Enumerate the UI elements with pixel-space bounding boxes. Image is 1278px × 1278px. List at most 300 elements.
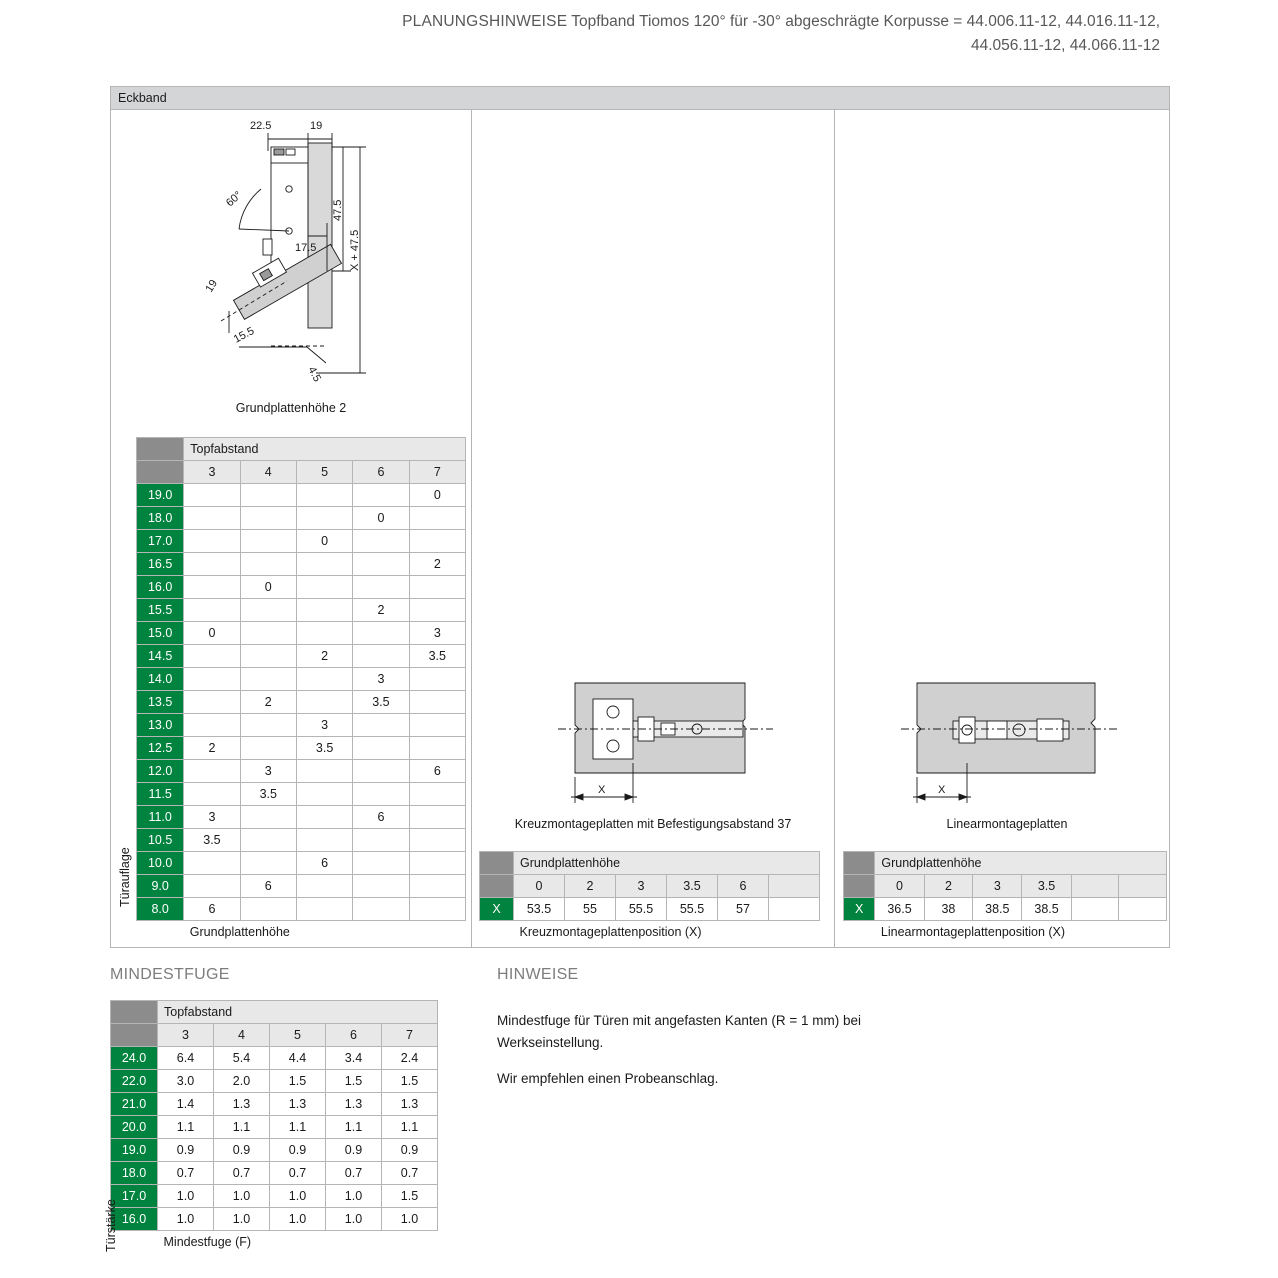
table-column-header: 3.5	[667, 875, 718, 898]
table-column-header: 5	[270, 1024, 326, 1047]
table-cell	[409, 507, 465, 530]
table-cell	[353, 760, 409, 783]
dim-22-5: 22.5	[250, 120, 272, 132]
table-cell	[409, 576, 465, 599]
table-cell	[353, 714, 409, 737]
table-column-header: 5	[296, 461, 352, 484]
table-cell	[184, 852, 240, 875]
table-cell: 1.0	[326, 1208, 382, 1231]
table-group-header: Grundplattenhöhe	[514, 852, 820, 875]
table-cell: 1.5	[382, 1185, 438, 1208]
table-cell	[240, 852, 296, 875]
cross-plate-table	[479, 851, 820, 944]
table-row-header: 19.0	[137, 484, 184, 507]
table-cell	[353, 852, 409, 875]
table-cell: 1.0	[158, 1208, 214, 1231]
table-column-header: 2	[565, 875, 616, 898]
table-row	[137, 783, 466, 806]
table-row-header: 13.0	[137, 714, 184, 737]
dim-47-5: 47.5	[332, 199, 344, 221]
table-footer-label: Mindestfuge (F)	[158, 1231, 438, 1254]
table-cell	[353, 783, 409, 806]
table-cell	[353, 875, 409, 898]
table-cell: 3	[184, 806, 240, 829]
table-cell: 1.5	[326, 1070, 382, 1093]
table-cell	[184, 875, 240, 898]
table-row	[137, 576, 466, 599]
table-cell	[409, 714, 465, 737]
table-row	[137, 714, 466, 737]
table-cell	[296, 668, 352, 691]
table-column-header-row	[480, 875, 820, 898]
table-row-header: 15.5	[137, 599, 184, 622]
table-cell	[184, 599, 240, 622]
table-cell	[296, 691, 352, 714]
linear-plate-table	[843, 851, 1167, 944]
table-column-header	[769, 875, 820, 898]
hinge-drawing	[111, 111, 471, 451]
table-cell: 3.4	[326, 1047, 382, 1070]
table-cell	[409, 530, 465, 553]
table-cell: 1.3	[326, 1093, 382, 1116]
table-cell	[296, 576, 352, 599]
table-row	[111, 1208, 438, 1231]
table-cell	[296, 829, 352, 852]
table-row-header: 13.5	[137, 691, 184, 714]
table-cell	[184, 760, 240, 783]
dim-17-5: 17.5	[295, 242, 317, 254]
hinweise-paragraph-2: Wir empfehlen einen Probeanschlag.	[497, 1070, 719, 1086]
table-row-header: 12.5	[137, 737, 184, 760]
table-row	[111, 1047, 438, 1070]
table-column-header-row	[844, 875, 1167, 898]
panel-divider-2	[834, 110, 835, 948]
table-footer-label: Kreuzmontageplattenposition (X)	[514, 921, 820, 944]
table-cell	[184, 714, 240, 737]
table-column-header: 3.5	[1022, 875, 1071, 898]
table-cell: 0.7	[326, 1162, 382, 1185]
table-footer-spacer	[137, 921, 184, 944]
table-cell: 1.5	[382, 1070, 438, 1093]
table-group-header-row	[480, 852, 820, 875]
table-row-header: 10.0	[137, 852, 184, 875]
table-corner-cell-2	[137, 461, 184, 484]
table-cell: 6	[296, 852, 352, 875]
table-cell	[296, 875, 352, 898]
linear-plate-x-dim: X	[938, 784, 946, 796]
panel-title: Eckband	[111, 87, 1169, 110]
table-cell: 2	[353, 599, 409, 622]
table-row-header: 15.0	[137, 622, 184, 645]
table-cell: 0	[184, 622, 240, 645]
table-row	[137, 599, 466, 622]
table-cell	[184, 484, 240, 507]
table-row	[137, 737, 466, 760]
table-cell	[1071, 898, 1119, 921]
table-row	[137, 668, 466, 691]
table-cell: 0	[240, 576, 296, 599]
table-cell: 1.4	[158, 1093, 214, 1116]
table-row-header: 22.0	[111, 1070, 158, 1093]
table-column-header: 6	[718, 875, 769, 898]
table-cell	[184, 530, 240, 553]
table-row	[137, 760, 466, 783]
table-column-header: 2	[924, 875, 973, 898]
table-cell	[184, 691, 240, 714]
table-cell	[409, 599, 465, 622]
table-cell: 1.0	[326, 1185, 382, 1208]
table-cell: 1.1	[382, 1116, 438, 1139]
table-cell	[240, 645, 296, 668]
table-cell	[296, 898, 352, 921]
table-cell	[409, 737, 465, 760]
table-cell: 0	[353, 507, 409, 530]
table-cell: 1.3	[382, 1093, 438, 1116]
table-row-header: 24.0	[111, 1047, 158, 1070]
table-cell: 0.7	[270, 1162, 326, 1185]
table-cell: 38.5	[973, 898, 1022, 921]
table-cell	[296, 806, 352, 829]
table-cell: 1.1	[158, 1116, 214, 1139]
tuerstaerke-axis-label: Türstärke	[104, 1199, 118, 1252]
table-column-header: 0	[875, 875, 924, 898]
dim-15-5: 15.5	[231, 324, 257, 346]
table-row-header: 11.0	[137, 806, 184, 829]
table-cell	[296, 507, 352, 530]
table-row-header: 9.0	[137, 875, 184, 898]
table-cell	[353, 737, 409, 760]
table-cell: 4.4	[270, 1047, 326, 1070]
table-cell: 3.5	[409, 645, 465, 668]
dim-x-plus-47-5: X + 47.5	[349, 229, 361, 271]
table-cell	[353, 898, 409, 921]
table-row-header: 17.0	[137, 530, 184, 553]
table-row	[111, 1139, 438, 1162]
mindestfuge-table	[110, 1000, 438, 1254]
table-cell	[296, 484, 352, 507]
drawing-caption: Grundplattenhöhe 2	[235, 401, 347, 415]
table-footer-label: Grundplattenhöhe	[184, 921, 466, 944]
table-row	[111, 1093, 438, 1116]
table-cell: 3.5	[353, 691, 409, 714]
table-row	[137, 645, 466, 668]
table-cell: 1.1	[214, 1116, 270, 1139]
mindestfuge-table-block	[104, 1000, 438, 1254]
page-title	[0, 10, 1160, 58]
table-corner-cell-2	[480, 875, 514, 898]
table-cell	[240, 622, 296, 645]
table-row-header: 12.0	[137, 760, 184, 783]
table-group-header-row	[844, 852, 1167, 875]
table-cell: 1.1	[270, 1116, 326, 1139]
table-cell: 55.5	[667, 898, 718, 921]
table-cell	[240, 829, 296, 852]
table-cell	[353, 530, 409, 553]
table-cell: 2	[184, 737, 240, 760]
table-column-header: 3	[973, 875, 1022, 898]
table-cell: 6	[240, 875, 296, 898]
table-cell	[353, 553, 409, 576]
table-cell: 0	[296, 530, 352, 553]
table-cell	[240, 553, 296, 576]
table-cell	[184, 645, 240, 668]
hinweise-paragraph-1: Mindestfuge für Türen mit angefasten Kanten (R = 1 mm) bei Werkseinstellung.	[497, 1013, 862, 1050]
table-row	[137, 691, 466, 714]
table-cell: 1.0	[270, 1208, 326, 1231]
table-cell	[409, 875, 465, 898]
table-cell: 0.7	[382, 1162, 438, 1185]
cross-plate-block	[483, 677, 823, 940]
topfabstand-table	[136, 437, 466, 944]
table-cell	[184, 553, 240, 576]
table-group-header: Grundplattenhöhe	[875, 852, 1167, 875]
table-cell	[409, 806, 465, 829]
table-cell: 1.0	[382, 1208, 438, 1231]
table-cell	[409, 898, 465, 921]
table-column-header	[1119, 875, 1167, 898]
table-cell: 3	[240, 760, 296, 783]
table-row	[111, 1070, 438, 1093]
hinweise-body	[497, 1010, 877, 1104]
table-cell: 3	[296, 714, 352, 737]
table-cell: 53.5	[514, 898, 565, 921]
table-cell	[240, 507, 296, 530]
table-row	[137, 530, 466, 553]
table-cell	[353, 484, 409, 507]
table-cell: 55.5	[616, 898, 667, 921]
table-footer-row	[111, 1231, 438, 1254]
table-column-header: 7	[382, 1024, 438, 1047]
table-cell: 1.0	[270, 1185, 326, 1208]
table-cell: 3.5	[184, 829, 240, 852]
table-row-header-x: X	[480, 898, 514, 921]
table-footer-row	[844, 921, 1167, 944]
table-cell: 1.1	[326, 1116, 382, 1139]
table-column-header: 3	[158, 1024, 214, 1047]
table-cell: 0.9	[382, 1139, 438, 1162]
table-footer-label: Linearmontageplattenposition (X)	[875, 921, 1167, 944]
table-row	[844, 898, 1167, 921]
table-cell: 2	[409, 553, 465, 576]
table-cell: 38	[924, 898, 973, 921]
table-cell	[296, 599, 352, 622]
table-cell	[240, 737, 296, 760]
table-cell	[184, 507, 240, 530]
table-column-header-row	[137, 461, 466, 484]
table-cell: 1.0	[214, 1208, 270, 1231]
table-row	[137, 875, 466, 898]
table-cell: 0.9	[326, 1139, 382, 1162]
table-row-header: 17.0	[111, 1185, 158, 1208]
dim-4-5: 4.5	[305, 364, 324, 384]
table-column-header: 0	[514, 875, 565, 898]
page-title-line2: 44.056.11-12, 44.066.11-12	[970, 37, 1160, 55]
page-title-line1	[0, 10, 1160, 34]
table-row-header: 16.0	[137, 576, 184, 599]
table-row-header: 14.5	[137, 645, 184, 668]
dim-19-top: 19	[310, 120, 323, 132]
table-footer-spacer	[844, 921, 875, 944]
table-column-header: 3	[184, 461, 240, 484]
table-group-header-row	[137, 438, 466, 461]
table-cell: 38.5	[1022, 898, 1071, 921]
table-cell: 3	[409, 622, 465, 645]
hinweise-title: HINWEISE	[497, 966, 579, 983]
table-cell: 1.3	[270, 1093, 326, 1116]
table-cell: 3.0	[158, 1070, 214, 1093]
table-row-header-x: X	[844, 898, 875, 921]
table-cell	[240, 599, 296, 622]
page-title-caps: PLANUNGSHINWEISE	[402, 13, 568, 30]
table-row	[111, 1185, 438, 1208]
table-footer-spacer	[480, 921, 514, 944]
table-column-header: 4	[214, 1024, 270, 1047]
table-column-header: 6	[326, 1024, 382, 1047]
table-row-header: 21.0	[111, 1093, 158, 1116]
table-cell	[296, 783, 352, 806]
linear-plate-table-block	[843, 851, 1167, 944]
table-cell	[240, 484, 296, 507]
table-row	[137, 484, 466, 507]
table-row-header: 10.5	[137, 829, 184, 852]
table-cell: 2.0	[214, 1070, 270, 1093]
topfabstand-table-block	[118, 437, 466, 944]
table-cell: 3.5	[240, 783, 296, 806]
table-cell	[409, 783, 465, 806]
table-group-header-row	[111, 1001, 438, 1024]
table-footer-row	[480, 921, 820, 944]
dim-60-deg: 60°	[223, 189, 245, 210]
table-column-header: 4	[240, 461, 296, 484]
table-cell: 55	[565, 898, 616, 921]
table-cell	[353, 829, 409, 852]
table-corner-cell	[111, 1001, 158, 1024]
table-cell: 0.7	[158, 1162, 214, 1185]
table-row	[137, 829, 466, 852]
table-cell	[353, 622, 409, 645]
table-column-header: 3	[616, 875, 667, 898]
panel-divider-1	[471, 110, 472, 948]
table-row-header: 8.0	[137, 898, 184, 921]
table-row-header: 16.0	[111, 1208, 158, 1231]
table-row	[111, 1116, 438, 1139]
table-cell	[409, 829, 465, 852]
table-cell	[1119, 898, 1167, 921]
table-cell	[409, 852, 465, 875]
table-cell	[240, 806, 296, 829]
table-corner-cell-2	[111, 1024, 158, 1047]
table-cell	[240, 714, 296, 737]
table-row	[137, 806, 466, 829]
cross-plate-x-dim: X	[598, 784, 606, 796]
tuerauflage-axis-label: Türauflage	[118, 847, 132, 907]
table-column-header: 7	[409, 461, 465, 484]
table-cell: 6	[409, 760, 465, 783]
table-row-header: 18.0	[111, 1162, 158, 1185]
linear-plate-drawing	[847, 677, 1167, 817]
table-row-header: 19.0	[111, 1139, 158, 1162]
table-cell: 0	[409, 484, 465, 507]
eckband-panel	[110, 86, 1170, 948]
table-corner-cell-2	[844, 875, 875, 898]
table-cell: 0.9	[158, 1139, 214, 1162]
table-cell: 2	[296, 645, 352, 668]
table-cell: 36.5	[875, 898, 924, 921]
table-cell	[353, 576, 409, 599]
mindestfuge-title: MINDESTFUGE	[110, 966, 230, 983]
table-row-header: 18.0	[137, 507, 184, 530]
table-cell: 0.7	[214, 1162, 270, 1185]
table-row-header: 14.0	[137, 668, 184, 691]
table-corner-cell	[480, 852, 514, 875]
table-corner-cell	[844, 852, 875, 875]
table-cell	[184, 668, 240, 691]
table-cell	[184, 576, 240, 599]
table-cell	[240, 898, 296, 921]
cross-plate-caption: Kreuzmontageplatten mit Befestigungsabstand 37	[514, 817, 792, 831]
table-row	[111, 1162, 438, 1185]
table-cell	[296, 760, 352, 783]
table-row	[137, 898, 466, 921]
table-cell	[409, 691, 465, 714]
table-cell	[296, 553, 352, 576]
table-cell	[184, 783, 240, 806]
linear-plate-block	[847, 677, 1167, 940]
table-cell: 6	[184, 898, 240, 921]
table-cell: 1.5	[270, 1070, 326, 1093]
table-cell: 3	[353, 668, 409, 691]
table-group-header: Topfabstand	[184, 438, 466, 461]
table-row	[480, 898, 820, 921]
table-cell: 3.5	[296, 737, 352, 760]
table-cell: 1.0	[158, 1185, 214, 1208]
table-cell: 6	[353, 806, 409, 829]
table-column-header-row	[111, 1024, 438, 1047]
table-cell: 5.4	[214, 1047, 270, 1070]
table-row-header: 11.5	[137, 783, 184, 806]
cross-plate-table-block	[479, 851, 820, 944]
table-row-header: 16.5	[137, 553, 184, 576]
table-cell: 2	[240, 691, 296, 714]
table-cell	[240, 530, 296, 553]
table-row	[137, 507, 466, 530]
dim-19-left: 19	[203, 277, 221, 295]
table-cell: 6.4	[158, 1047, 214, 1070]
page-title-rest: Topfband Tiomos 120° für -30° abgeschrägte Korpusse = 44.006.11-12, 44.016.11-12,	[567, 13, 1160, 30]
table-column-header	[1071, 875, 1119, 898]
table-row	[137, 553, 466, 576]
table-row-header: 20.0	[111, 1116, 158, 1139]
table-cell: 0.9	[270, 1139, 326, 1162]
table-column-header: 6	[353, 461, 409, 484]
table-cell	[296, 622, 352, 645]
table-corner-cell	[137, 438, 184, 461]
table-cell: 1.0	[214, 1185, 270, 1208]
table-cell: 1.3	[214, 1093, 270, 1116]
cross-plate-drawing	[483, 677, 823, 817]
table-cell	[409, 668, 465, 691]
hinge-drawing-svg	[111, 111, 471, 431]
table-row	[137, 622, 466, 645]
linear-plate-caption: Linearmontageplatten	[946, 817, 1068, 831]
table-cell	[240, 668, 296, 691]
table-row	[137, 852, 466, 875]
table-cell: 57	[718, 898, 769, 921]
table-cell	[353, 645, 409, 668]
table-cell	[769, 898, 820, 921]
table-footer-row	[137, 921, 466, 944]
table-group-header: Topfabstand	[158, 1001, 438, 1024]
